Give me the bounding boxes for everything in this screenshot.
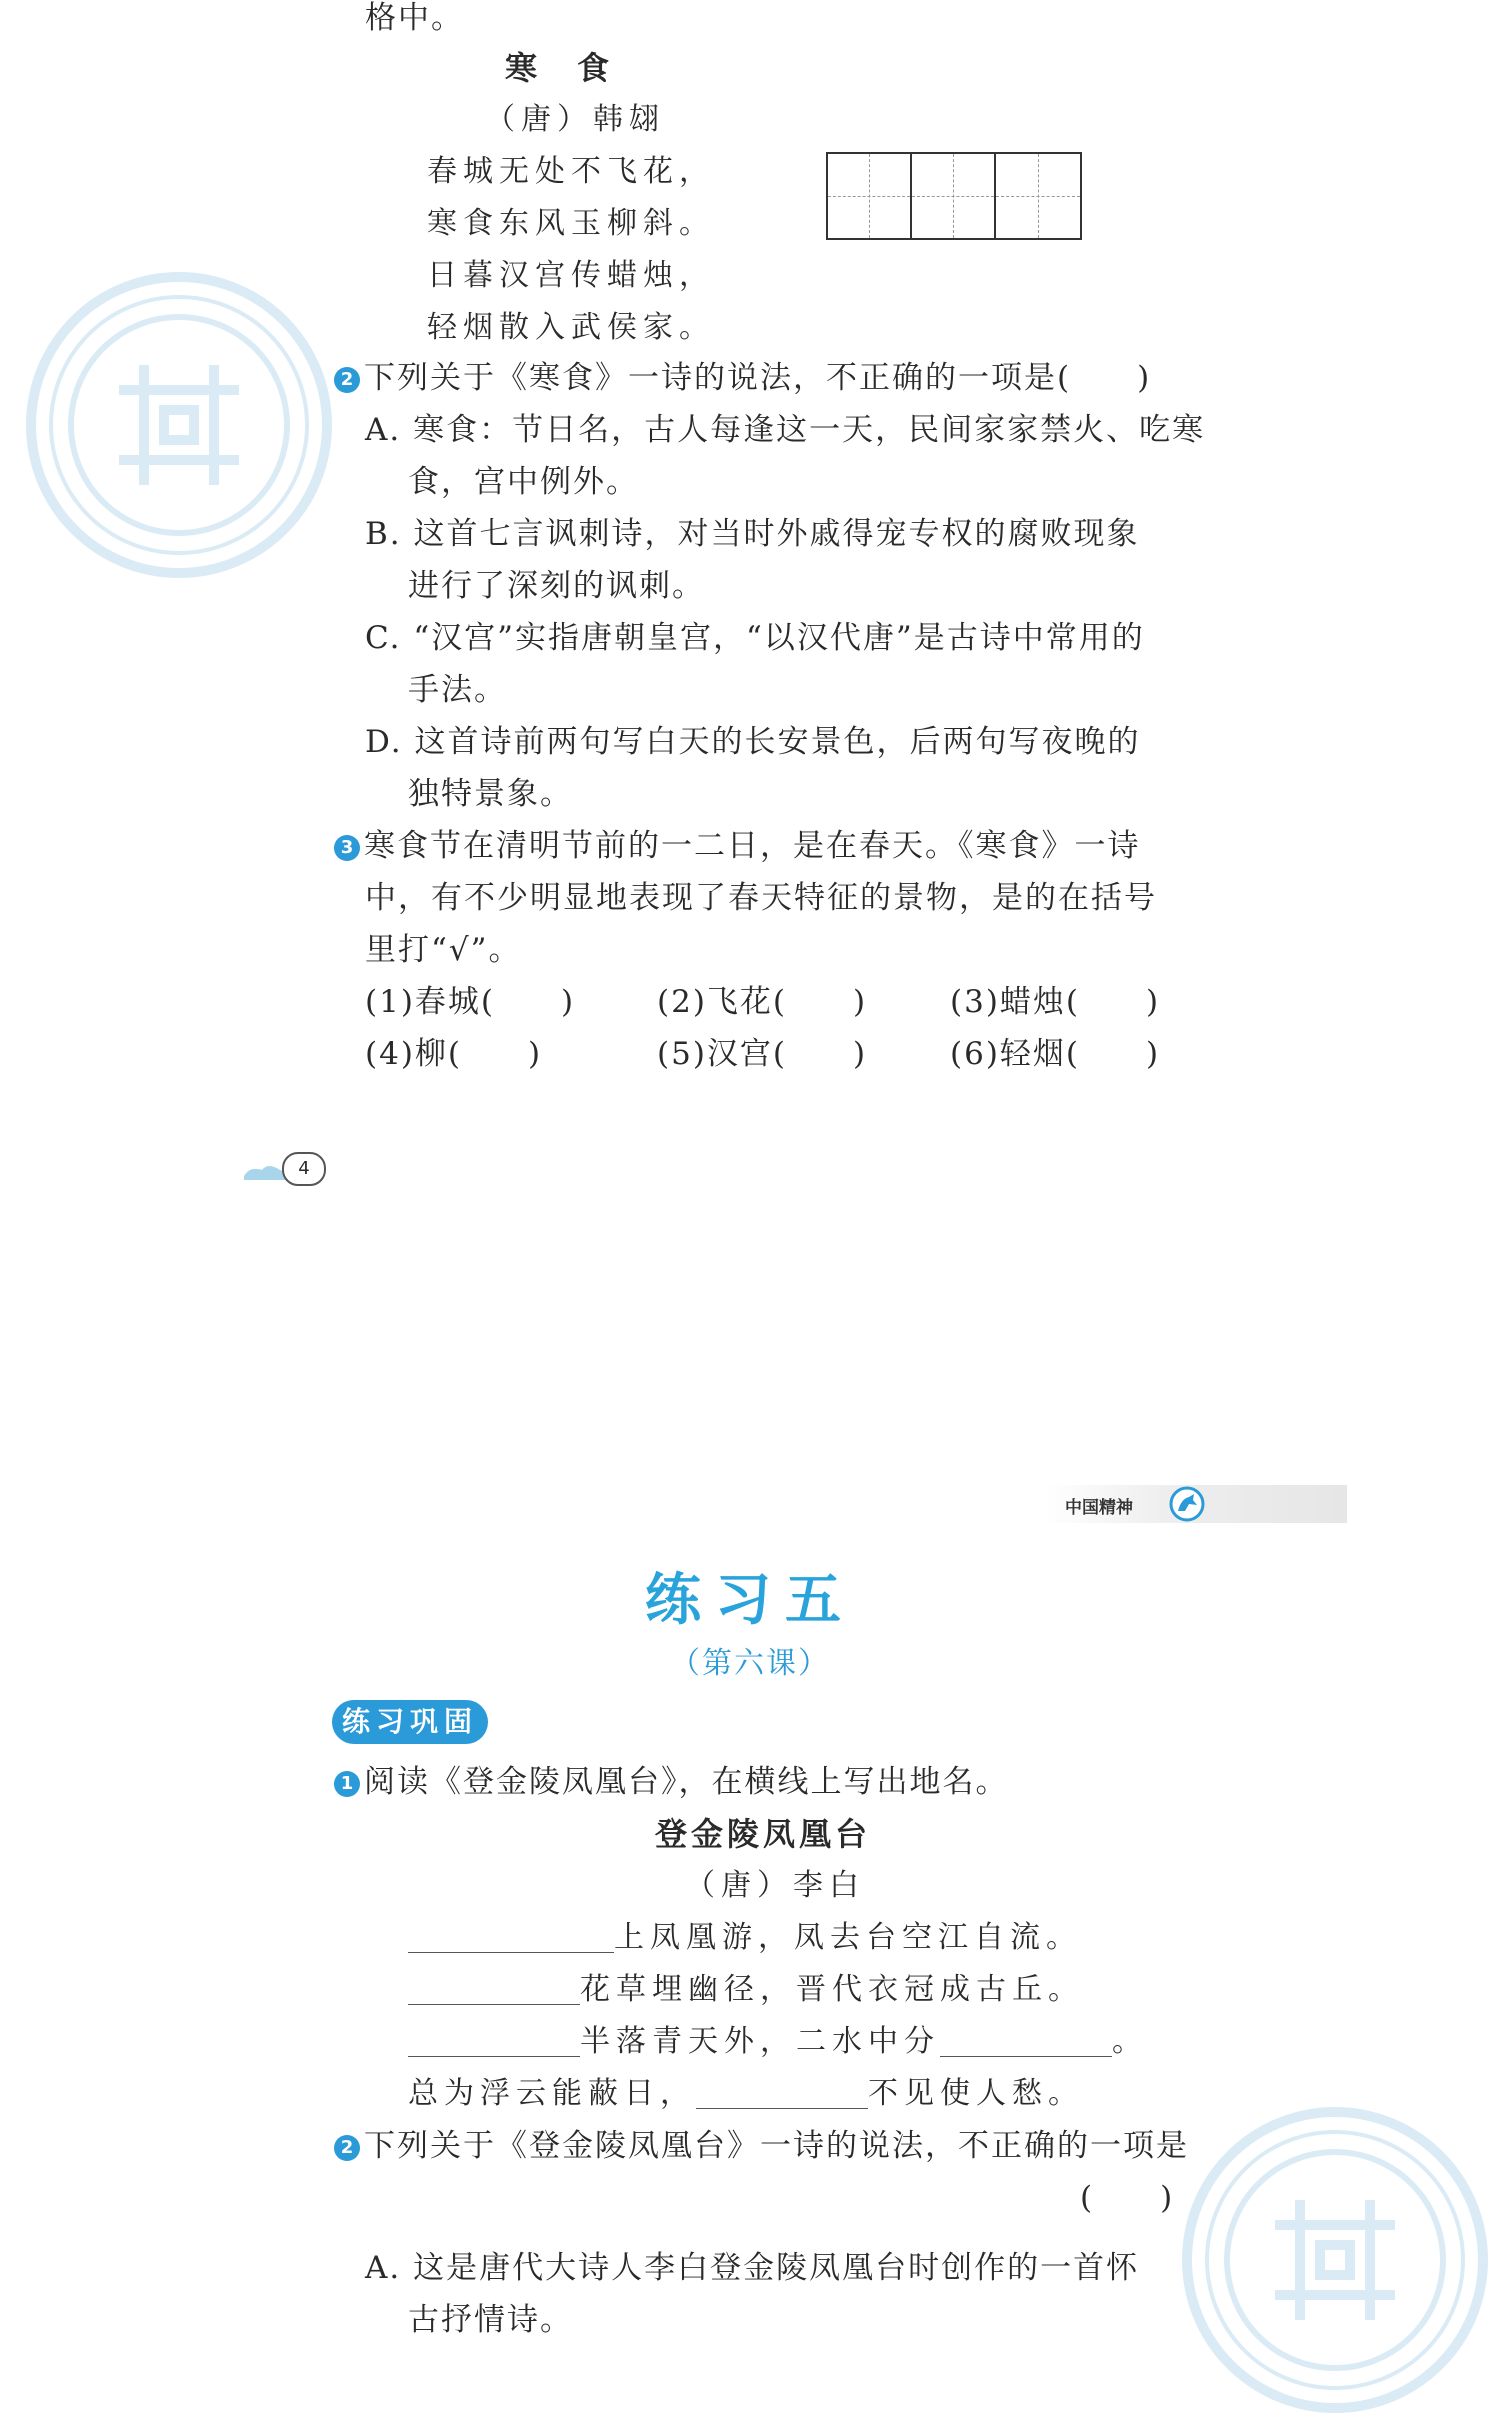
- question-2-stem: [334, 2124, 1189, 2168]
- poem-line: 寒食东风玉柳斜。: [427, 206, 715, 241]
- answer-blank[interactable]: [408, 2026, 580, 2057]
- check-item[interactable]: (1)春城( ): [365, 984, 576, 1020]
- poem-text: 花草埋幽径，晋代衣冠成古丘。: [580, 1972, 1084, 2007]
- option-a-cont: 古抒情诗。: [408, 2302, 573, 2338]
- header-bar: [1045, 1485, 1347, 1523]
- question-3-line: 中，有不少明显地表现了春天特征的景物，是的在括号: [365, 880, 1157, 916]
- answer-blank[interactable]: [696, 2078, 868, 2109]
- poem-text: 半落青天外，二水中分: [580, 2024, 940, 2059]
- question-text: 下列关于《登金陵凤凰台》一诗的说法，不正确的一项是: [364, 2128, 1189, 2164]
- horse-emblem-icon: [1167, 1485, 1207, 1523]
- question-2-stem: [334, 356, 1151, 400]
- question-text: 寒食节在清明节前的一二日，是在春天。《寒食》一诗: [364, 828, 1141, 864]
- question-1-stem: [334, 1760, 1009, 1804]
- grid-cell[interactable]: [912, 154, 996, 238]
- top-fragment-text: 格中。: [365, 0, 464, 36]
- question-text: 下列关于《寒食》一诗的说法，不正确的一项是( ): [364, 360, 1152, 396]
- decorative-seal-icon: [1180, 2105, 1490, 2415]
- poem-text: 。: [1112, 2024, 1148, 2059]
- poem-author: （唐）李白: [685, 1868, 865, 1903]
- poem-text: 总为浮云能蔽日，: [408, 2076, 696, 2111]
- option-a: A. 这是唐代大诗人李白登金陵凤凰台时创作的一首怀: [365, 2250, 1140, 2286]
- question-number-badge: 2: [334, 367, 360, 393]
- writing-grid[interactable]: [826, 152, 1082, 240]
- header-badge-text: 中国精神: [1065, 1498, 1133, 1518]
- option-c-cont: 手法。: [408, 672, 507, 708]
- poem-line: [408, 1968, 1084, 2012]
- question-number-badge: 2: [334, 2135, 360, 2161]
- poem-line: [408, 2020, 1148, 2064]
- check-item[interactable]: (5)汉宫( ): [657, 1036, 868, 1072]
- answer-blank[interactable]: [408, 1922, 614, 1953]
- option-d-cont: 独特景象。: [408, 776, 573, 812]
- option-d: D. 这首诗前两句写白天的长安景色，后两句写夜晚的: [365, 724, 1141, 760]
- section-label: 练习巩固: [332, 1700, 488, 1744]
- poem-line: [408, 2072, 1084, 2116]
- check-item[interactable]: (6)轻烟( ): [950, 1036, 1161, 1072]
- poem-line: 轻烟散入武侯家。: [427, 310, 715, 345]
- option-b: B. 这首七言讽刺诗，对当时外戚得宠专权的腐败现象: [365, 516, 1140, 552]
- answer-blank[interactable]: [940, 2026, 1112, 2057]
- poem-line: 春城无处不飞花，: [427, 154, 715, 189]
- grid-cell[interactable]: [996, 154, 1080, 238]
- decorative-seal-icon: [24, 270, 334, 580]
- question-number-badge: 3: [334, 835, 360, 861]
- check-item[interactable]: (2)飞花( ): [657, 984, 868, 1020]
- question-3-line: 里打“√”。: [365, 932, 522, 968]
- poem-text: 不见使人愁。: [868, 2076, 1084, 2111]
- option-a: A. 寒食：节日名，古人每逢这一天，民间家家禁火、吃寒: [365, 412, 1206, 448]
- page-title: 练习五: [645, 1568, 855, 1633]
- poem-title: 登金陵凤凰台: [655, 1815, 872, 1853]
- grid-cell[interactable]: [828, 154, 912, 238]
- poem-title: 寒 食: [505, 49, 614, 87]
- poem-line: [408, 1916, 1082, 1960]
- answer-blank[interactable]: [408, 1974, 580, 2005]
- page-subtitle: （第六课）: [670, 1646, 830, 1681]
- poem-line: 日暮汉宫传蜡烛，: [427, 258, 715, 293]
- page-number-badge: [240, 1150, 330, 1186]
- check-item[interactable]: (4)柳( ): [365, 1036, 543, 1072]
- page-number: 4: [282, 1152, 326, 1186]
- answer-paren[interactable]: ( ): [1080, 2180, 1175, 2216]
- question-text: 阅读《登金陵凤凰台》，在横线上写出地名。: [364, 1764, 1009, 1800]
- option-b-cont: 进行了深刻的讽刺。: [408, 568, 705, 604]
- check-item[interactable]: (3)蜡烛( ): [950, 984, 1161, 1020]
- poem-text: 上凤凰游，凤去台空江自流。: [614, 1920, 1082, 1955]
- poem-author: （唐）韩翃: [485, 102, 665, 137]
- option-a-cont: 食，宫中例外。: [408, 464, 639, 500]
- question-3-stem: [334, 824, 1141, 868]
- question-number-badge: 1: [334, 1771, 360, 1797]
- option-c: C. “汉宫”实指唐朝皇宫，“以汉代唐”是古诗中常用的: [365, 620, 1145, 656]
